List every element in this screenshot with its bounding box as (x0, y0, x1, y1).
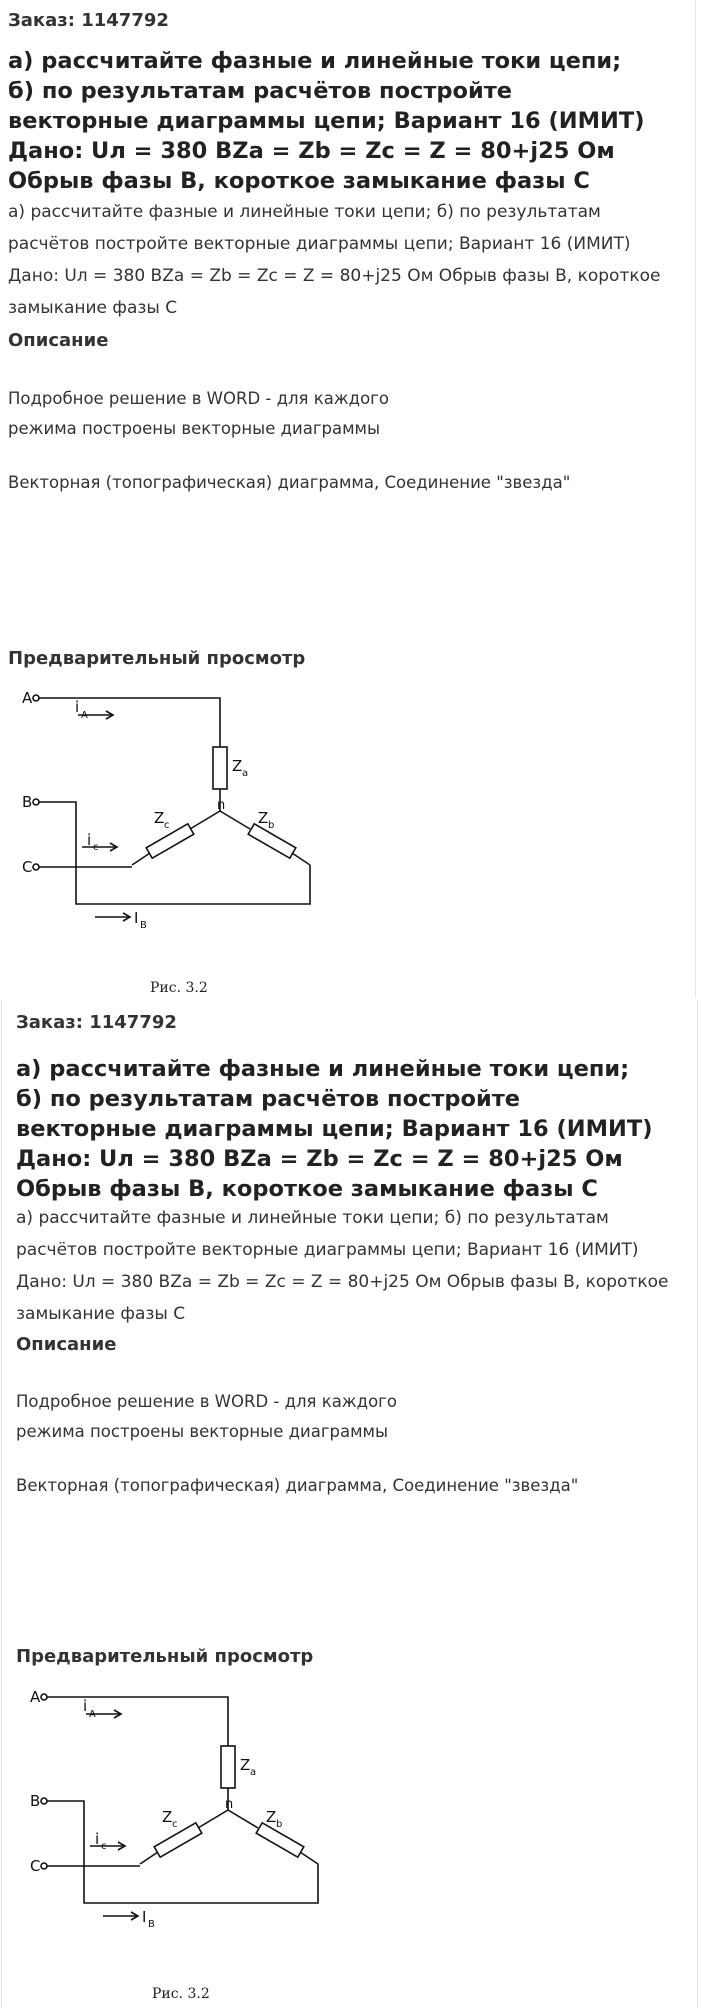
order-title: а) рассчитайте фазные и линейные токи цепи; б) по результатам расчётов постройте векторные диаграммы цепи; Вариант 16 (ИМИТ) Дано: Uл = 380 BZa = Zb = Zc = Z = 80+j25 Ом Обрыв фазы В, короткое замыкание фазы С (8, 48, 645, 194)
label-zc-sub: c (172, 1819, 178, 1830)
description-heading: Описание (8, 330, 109, 351)
circuit-preview-image (20, 685, 350, 975)
detail-line-1: Подробное решение в WORD - для каждого (16, 1392, 397, 1411)
label-a: A (30, 1688, 41, 1706)
impedance-za (213, 747, 227, 789)
detail-line-2: режима построены векторные диаграммы (8, 419, 381, 438)
label-current-c: i (95, 1830, 100, 1848)
label-current-a-sub: A (89, 1709, 96, 1720)
label-current-c-sub: c (93, 842, 99, 853)
terminal-a (33, 695, 39, 701)
label-c: C (22, 858, 33, 876)
label-za-sub: a (242, 768, 249, 779)
order-card-2 (1, 1000, 698, 2008)
label-n: n (217, 798, 226, 813)
label-zb-sub: b (276, 1819, 283, 1830)
detail-line-3: Векторная (топографическая) диаграмма, Соединение "звезда" (16, 1476, 579, 1495)
label-current-b: I (134, 909, 139, 927)
terminal-b (41, 1798, 47, 1804)
preview-heading: Предварительный просмотр (8, 648, 306, 669)
label-c: C (30, 1857, 41, 1875)
label-n: n (225, 1797, 234, 1812)
terminal-c (33, 864, 39, 870)
label-current-b-sub: B (140, 920, 147, 931)
label-zc: Z (154, 809, 165, 827)
label-za: Z (232, 757, 243, 775)
order-number: Заказ: 1147792 (8, 10, 169, 31)
order-description: а) рассчитайте фазные и линейные токи цепи; б) по результатам расчётов постройте векторные диаграммы цепи; Вариант 16 (ИМИТ) Дано: Uл = 380 BZa = Zb = Zc = Z = 80+j25 Ом Обрыв фазы В, короткое замыкание фазы С (8, 202, 661, 318)
detail-line-2: режима построены векторные диаграммы (16, 1422, 389, 1441)
order-title: а) рассчитайте фазные и линейные токи цепи; б) по результатам расчётов постройте векторные диаграммы цепи; Вариант 16 (ИМИТ) Дано: Uл = 380 BZa = Zb = Zc = Z = 80+j25 Ом Обрыв фазы В, короткое замыкание фазы С (16, 1056, 653, 1202)
detail-line-1: Подробное решение в WORD - для каждого (8, 389, 389, 408)
label-zb: Z (258, 809, 269, 827)
label-current-a-sub: A (81, 710, 88, 721)
figure-caption: Рис. 3.2 (152, 1986, 210, 2002)
label-current-b: I (142, 1908, 147, 1926)
label-b: B (30, 1792, 41, 1810)
figure-caption: Рис. 3.2 (150, 980, 208, 996)
label-current-c-sub: c (101, 1841, 107, 1852)
label-b: B (22, 793, 33, 811)
terminal-a (41, 1694, 47, 1700)
label-za: Z (240, 1756, 251, 1774)
impedance-za (221, 1746, 235, 1788)
label-current-b-sub: B (148, 1919, 155, 1930)
preview-heading: Предварительный просмотр (16, 1646, 314, 1667)
label-a: A (22, 689, 33, 707)
terminal-c (41, 1863, 47, 1869)
label-current-a: i (83, 1697, 88, 1715)
label-current-a: i (75, 698, 80, 716)
impedance-zc (146, 824, 194, 858)
label-zb-sub: b (268, 820, 275, 831)
label-zc: Z (162, 1808, 173, 1826)
circuit-preview-image (28, 1684, 358, 1974)
terminal-b (33, 799, 39, 805)
order-number: Заказ: 1147792 (16, 1012, 177, 1033)
order-description: а) рассчитайте фазные и линейные токи цепи; б) по результатам расчётов постройте векторные диаграммы цепи; Вариант 16 (ИМИТ) Дано: Uл = 380 BZa = Zb = Zc = Z = 80+j25 Ом Обрыв фазы В, короткое замыкание фазы С (16, 1208, 669, 1324)
impedance-zc (154, 1823, 202, 1857)
label-zb: Z (266, 1808, 277, 1826)
order-card-1 (0, 0, 696, 998)
description-heading: Описание (16, 1334, 117, 1355)
label-current-c: i (87, 831, 92, 849)
label-zc-sub: c (164, 820, 170, 831)
label-za-sub: a (250, 1767, 257, 1778)
detail-line-3: Векторная (топографическая) диаграмма, Соединение "звезда" (8, 473, 571, 492)
